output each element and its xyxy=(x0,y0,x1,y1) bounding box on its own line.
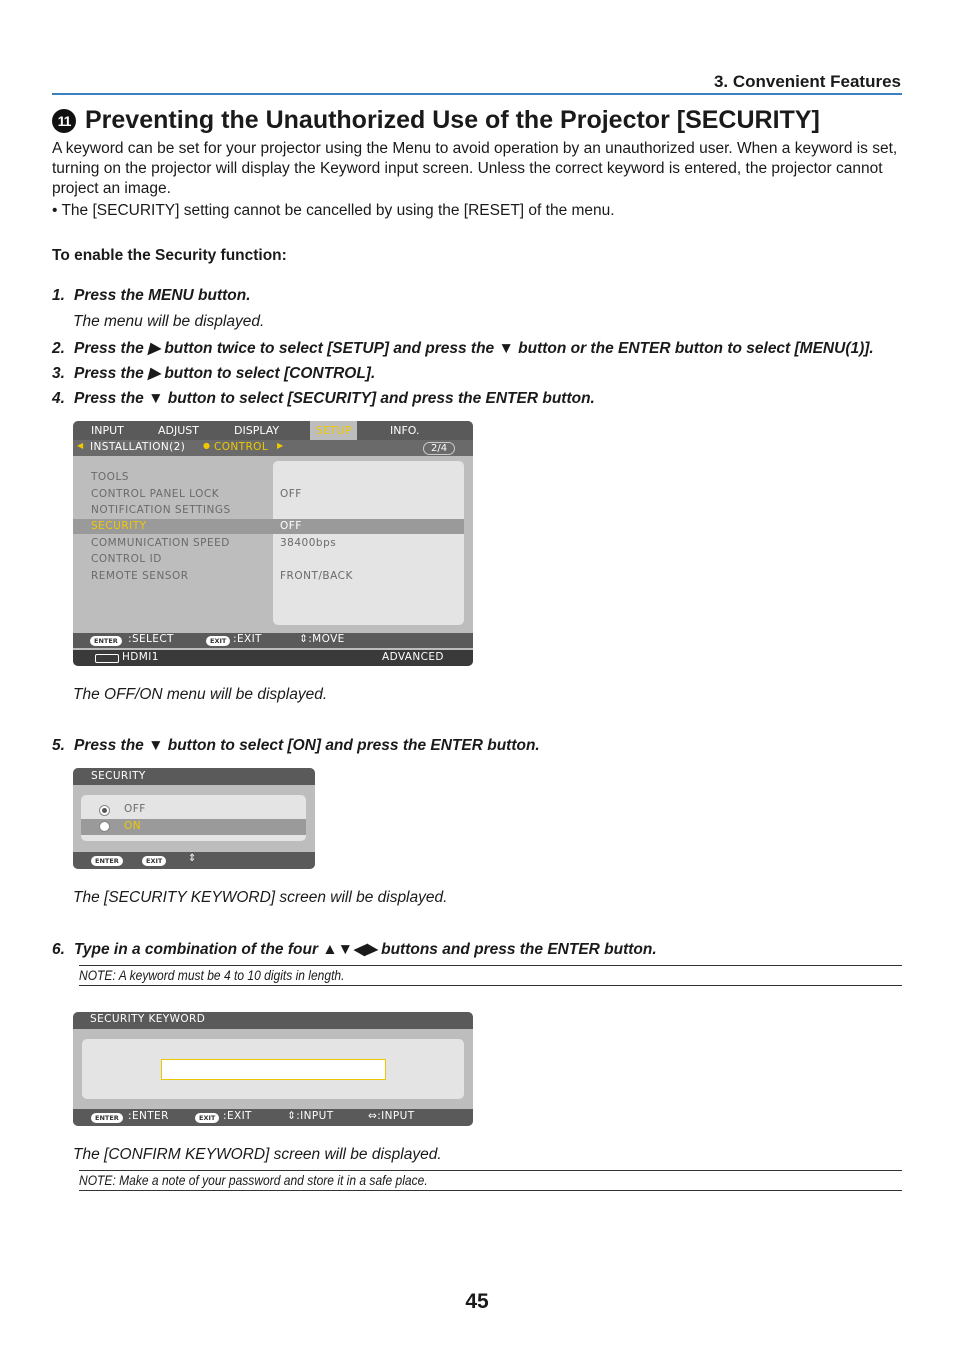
step-text: Press the MENU button. xyxy=(74,287,251,304)
enter-button-icon: ENTER xyxy=(90,636,122,646)
updown-icon: ⇕ xyxy=(188,853,197,864)
security-footer xyxy=(73,852,315,869)
bullet-dot-icon: ● xyxy=(203,441,211,450)
step-text: Press the ▼ button to select [ON] and press the ENTER button. xyxy=(74,737,540,754)
footer-move: ⇕:MOVE xyxy=(299,633,345,645)
step-number: 3. xyxy=(52,365,65,382)
section-label: 3. Convenient Features xyxy=(713,72,901,91)
page-number: 45 xyxy=(465,1290,489,1313)
menu-item-control-id[interactable]: CONTROL ID xyxy=(91,553,162,565)
option-off[interactable]: OFF xyxy=(124,803,146,815)
header-rule xyxy=(52,93,902,95)
footer-input-leftright: ⇔:INPUT xyxy=(368,1110,415,1122)
menu-value-control-panel-lock: OFF xyxy=(280,488,302,500)
page-title xyxy=(52,106,820,135)
step-number: 1. xyxy=(52,287,65,304)
menu-value-security: OFF xyxy=(280,520,302,532)
step-5 xyxy=(52,737,540,755)
menu-item-security[interactable]: SECURITY xyxy=(91,520,147,532)
password-note xyxy=(79,1170,902,1191)
menu-item-communication-speed[interactable]: COMMUNICATION SPEED xyxy=(91,537,230,549)
intro-paragraph: A keyword can be set for your projector using the Menu to avoid operation by an unauthorized user. When a keyword is set, turning on the projector will display the Keyword input screen. Unless the correct keyword is entered, the projector cannot project an image. xyxy=(52,140,898,197)
tab-adjust[interactable]: ADJUST xyxy=(158,424,199,437)
reset-note-bullet: • The [SECURITY] setting cannot be cancelled by using the [RESET] of the menu. xyxy=(52,202,615,219)
step-number: 5. xyxy=(52,737,65,754)
step-text: Press the ▶ button to select [CONTROL]. xyxy=(74,365,376,382)
tab-input[interactable]: INPUT xyxy=(91,424,124,437)
arrow-left-icon: ◀ xyxy=(77,441,84,450)
step-text: Type in a combination of the four ▲▼◀▶ buttons and press the ENTER button. xyxy=(74,941,657,958)
step-1-result: The menu will be displayed. xyxy=(73,313,265,330)
note-text: NOTE: A keyword must be 4 to 10 digits in length. xyxy=(79,967,345,983)
keyword-dialog-title: SECURITY KEYWORD xyxy=(90,1013,206,1025)
step-number: 2. xyxy=(52,340,65,357)
enter-button-icon: ENTER xyxy=(91,1113,123,1123)
menu-item-notification-settings[interactable]: NOTIFICATION SETTINGS xyxy=(91,504,231,516)
step-text: Press the ▼ button to select [SECURITY] and press the ENTER button. xyxy=(74,390,595,407)
exit-button-icon: EXIT xyxy=(206,636,230,646)
step-3 xyxy=(52,364,375,383)
step-6 xyxy=(52,940,657,959)
tab-info[interactable]: INFO. xyxy=(390,424,420,437)
keyword-input[interactable] xyxy=(161,1059,386,1080)
keyword-length-note xyxy=(79,965,902,986)
step-number: 6. xyxy=(52,941,65,958)
osd-security-keyword xyxy=(73,1012,473,1126)
arrow-right-icon: ▶ xyxy=(277,441,284,450)
security-selected-row xyxy=(81,819,306,835)
tab-setup[interactable]: SETUP xyxy=(310,421,357,440)
footer-exit: :EXIT xyxy=(223,1110,252,1122)
note-text: NOTE: Make a note of your password and store it in a safe place. xyxy=(79,1172,428,1188)
radio-on-icon[interactable] xyxy=(99,821,110,832)
footer-enter: :ENTER xyxy=(128,1110,169,1122)
page-indicator: 2/4 xyxy=(423,442,455,455)
tab-display[interactable]: DISPLAY xyxy=(234,424,280,437)
step-text: Press the ▶ button twice to select [SETUP] and press the ▼ button or the ENTER button to select [MENU(1)]. xyxy=(74,340,874,357)
step-2 xyxy=(52,339,874,358)
menu-item-tools[interactable]: TOOLS xyxy=(91,471,129,483)
footer-select: :SELECT xyxy=(128,633,174,645)
enter-button-icon: ENTER xyxy=(91,856,123,866)
title-number: 11 xyxy=(52,109,76,133)
status-source: HDMI1 xyxy=(122,651,159,663)
procedure-heading: To enable the Security function: xyxy=(52,247,287,264)
keyword-titlebar xyxy=(73,1012,473,1029)
step-6-result: The [CONFIRM KEYWORD] screen will be displayed. xyxy=(73,1146,442,1163)
osd-control-menu xyxy=(73,421,473,666)
step-4 xyxy=(52,390,595,408)
security-dialog-title: SECURITY xyxy=(91,770,146,782)
exit-button-icon: EXIT xyxy=(195,1113,219,1123)
breadcrumb-control[interactable]: CONTROL xyxy=(214,441,269,453)
breadcrumb-installation[interactable]: INSTALLATION(2) xyxy=(90,441,186,453)
keyword-footer xyxy=(73,1109,473,1126)
exit-button-icon: EXIT xyxy=(142,856,166,866)
menu-value-remote-sensor: FRONT/BACK xyxy=(280,570,353,582)
hdmi-icon xyxy=(95,654,119,663)
osd-security-titlebar xyxy=(73,768,315,785)
osd-tab-bar xyxy=(73,421,473,440)
title-text: Preventing the Unauthorized Use of the Projector [SECURITY] xyxy=(85,106,820,134)
status-mode: ADVANCED xyxy=(382,651,444,663)
osd-footer xyxy=(73,633,473,648)
step-1 xyxy=(52,287,251,305)
step-number: 4. xyxy=(52,390,65,407)
radio-off-icon[interactable] xyxy=(99,805,110,816)
osd-breadcrumb-bar xyxy=(73,440,473,456)
osd-status-bar xyxy=(73,650,473,666)
step-5-result: The [SECURITY KEYWORD] screen will be displayed. xyxy=(73,889,448,906)
menu-item-control-panel-lock[interactable]: CONTROL PANEL LOCK xyxy=(91,488,220,500)
osd-security-dialog xyxy=(73,768,315,869)
footer-exit: :EXIT xyxy=(233,633,262,645)
footer-input-updown: ⇕:INPUT xyxy=(287,1110,334,1122)
menu-item-remote-sensor[interactable]: REMOTE SENSOR xyxy=(91,570,189,582)
option-on[interactable]: ON xyxy=(124,820,142,832)
menu-value-communication-speed: 38400bps xyxy=(280,537,337,549)
step-4-result: The OFF/ON menu will be displayed. xyxy=(73,686,328,703)
